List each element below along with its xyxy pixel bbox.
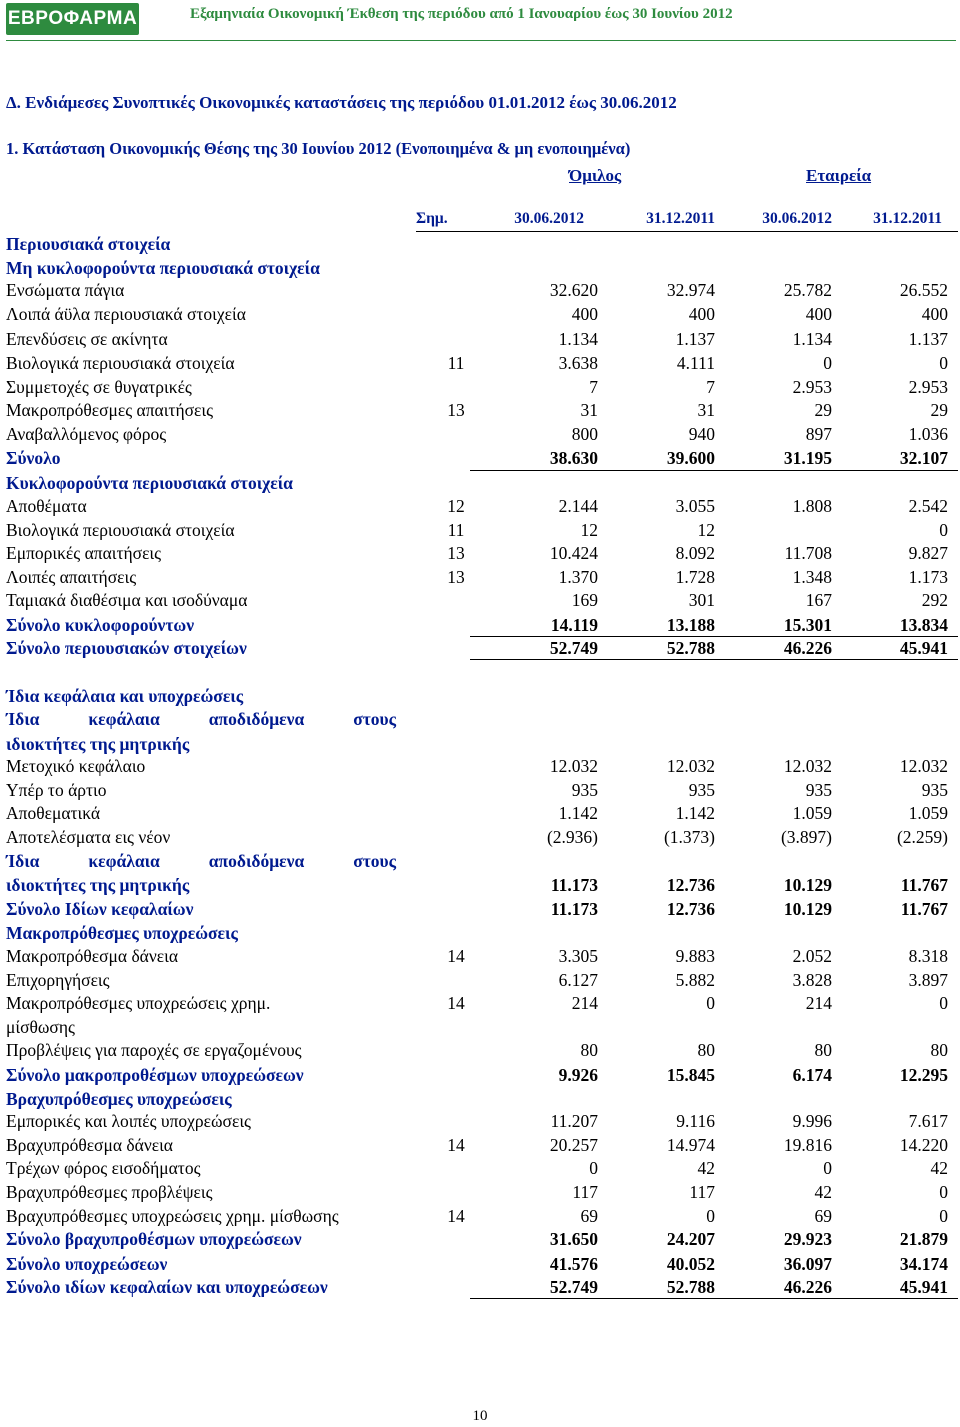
row-label: Αποτελέσματα εις νέον — [6, 827, 171, 847]
company-logo — [6, 3, 139, 35]
row-label: Μετοχικό κεφάλαιο — [6, 756, 146, 776]
column-header-group-2011: 31.12.2011 — [646, 210, 715, 227]
value-company-2011: 45.941 — [899, 1277, 948, 1297]
value-group-2012: 52.749 — [549, 638, 598, 658]
value-group-2012: 1.370 — [558, 567, 598, 587]
value-company-2012: 12.032 — [783, 756, 832, 776]
value-company-2012: 46.226 — [783, 1277, 832, 1297]
row-label: Περιουσιακά στοιχεία — [6, 234, 171, 254]
value-company-2011: 2.953 — [908, 377, 948, 397]
value-company-2012: 15.301 — [783, 615, 832, 635]
value-company-2011: 1.059 — [908, 803, 948, 823]
value-group-2012: 14.119 — [550, 615, 598, 635]
row-label: Σύνολο — [6, 448, 61, 468]
value-group-2012: 169 — [571, 590, 598, 610]
row-note-ref: 11 — [447, 520, 465, 540]
table-row — [0, 543, 960, 567]
value-company-2012: 10.129 — [783, 899, 832, 919]
table-row — [0, 1111, 960, 1135]
value-group-2011: 117 — [689, 1182, 715, 1202]
value-company-2011: 0 — [939, 1182, 948, 1202]
value-company-2012: 69 — [814, 1206, 832, 1226]
value-company-2012: 1.348 — [792, 567, 832, 587]
value-group-2011: 4.111 — [676, 353, 715, 373]
row-label: Μη κυκλοφορούντα περιουσιακά στοιχεία — [6, 258, 320, 278]
value-company-2011: 45.941 — [899, 638, 948, 658]
row-label: Εμπορικές και λοιπές υποχρεώσεις — [6, 1111, 251, 1131]
value-company-2012: 2.953 — [792, 377, 832, 397]
table-row — [0, 803, 960, 827]
total-rule — [470, 1298, 958, 1299]
row-label: Υπέρ το άρτιο — [6, 780, 107, 800]
row-label: Λοιπά άϋλα περιουσιακά στοιχεία — [6, 304, 246, 324]
value-company-2012: (3.897) — [780, 827, 832, 847]
value-group-2012: 12 — [580, 520, 598, 540]
table-row — [0, 280, 960, 304]
value-group-2011: 9.883 — [675, 946, 715, 966]
table-row — [0, 851, 960, 875]
table-total-row — [0, 899, 960, 923]
row-label: ιδιοκτήτες της μητρικής — [6, 734, 190, 754]
value-group-2011: 15.845 — [666, 1065, 715, 1085]
table-row — [0, 1182, 960, 1206]
row-label: Σύνολο κυκλοφορούντων — [6, 615, 195, 635]
table-row — [0, 946, 960, 970]
total-rule — [470, 659, 958, 660]
value-group-2012: 41.576 — [549, 1254, 598, 1274]
column-header-company-2012: 30.06.2012 — [762, 210, 832, 227]
column-header-company-2011: 31.12.2011 — [873, 210, 942, 227]
value-group-2012: 38.630 — [549, 448, 598, 468]
value-group-2011: 1.137 — [675, 329, 715, 349]
row-label: Σύνολο μακροπροθέσμων υποχρεώσεων — [6, 1065, 304, 1085]
value-group-2012: 3.638 — [558, 353, 598, 373]
row-label: Βραχυπρόθεσμα δάνεια — [6, 1135, 173, 1155]
row-note-ref: 11 — [447, 353, 465, 373]
value-group-2011: 1.142 — [675, 803, 715, 823]
value-company-2012: 31.195 — [783, 448, 832, 468]
value-group-2012: 400 — [571, 304, 598, 324]
row-label: Μακροπρόθεσμες απαιτήσεις — [6, 400, 214, 420]
value-group-2011: 12.032 — [666, 756, 715, 776]
value-group-2012: 1.142 — [558, 803, 598, 823]
value-group-2011: (1.373) — [663, 827, 715, 847]
value-company-2011: 0 — [939, 1206, 948, 1226]
row-label: Ταμιακά διαθέσιμα και ισοδύναμα — [6, 590, 248, 610]
value-group-2012: 52.749 — [549, 1277, 598, 1297]
value-group-2012: 2.144 — [558, 496, 598, 516]
value-company-2012: 9.996 — [792, 1111, 832, 1131]
value-company-2012: 1.134 — [792, 329, 832, 349]
value-company-2011: 14.220 — [899, 1135, 948, 1155]
value-company-2012: 2.052 — [792, 946, 832, 966]
row-label: ιδιοκτήτες της μητρικής — [6, 875, 190, 895]
value-company-2011: 1.137 — [908, 329, 948, 349]
row-note-ref: 14 — [447, 1135, 465, 1155]
row-label: Επενδύσεις σε ακίνητα — [6, 329, 168, 349]
value-group-2012: 117 — [572, 1182, 598, 1202]
value-group-2012: 11.173 — [550, 875, 598, 895]
value-company-2011: 8.318 — [908, 946, 948, 966]
row-note-ref: 13 — [447, 400, 465, 420]
row-label: Σύνολο βραχυπροθέσμων υποχρεώσεων — [6, 1229, 302, 1249]
row-label: Μακροπρόθεσμα δάνεια — [6, 946, 178, 966]
value-company-2012: 400 — [805, 304, 832, 324]
value-company-2012: 0 — [823, 1158, 832, 1178]
value-group-2012: 32.620 — [549, 280, 598, 300]
value-group-2012: 11.207 — [550, 1111, 598, 1131]
header-underline — [416, 231, 958, 232]
table-section-heading — [0, 258, 960, 282]
total-rule — [470, 470, 958, 471]
table-row — [0, 993, 960, 1017]
row-label: Ενσώματα πάγια — [6, 280, 125, 300]
row-note-ref: 13 — [447, 543, 465, 563]
table-section-heading — [0, 734, 960, 758]
row-label: Εμπορικές απαιτήσεις — [6, 543, 162, 563]
table-row — [0, 1040, 960, 1064]
value-company-2012: 36.097 — [783, 1254, 832, 1274]
value-group-2011: 8.092 — [675, 543, 715, 563]
value-group-2011: 301 — [688, 590, 715, 610]
value-company-2011: 292 — [921, 590, 948, 610]
value-group-2012: 0 — [589, 1158, 598, 1178]
row-label: Αναβαλλόμενος φόρος — [6, 424, 167, 444]
value-company-2011: 9.827 — [908, 543, 948, 563]
value-company-2012: 10.129 — [783, 875, 832, 895]
value-group-2012: 935 — [571, 780, 598, 800]
value-company-2011: 2.542 — [908, 496, 948, 516]
table-row — [0, 353, 960, 377]
value-group-2011: 31 — [697, 400, 715, 420]
table-row — [0, 1135, 960, 1159]
value-company-2012: 29.923 — [783, 1229, 832, 1249]
section-title: Δ. Ενδιάμεσες Συνοπτικές Οικονομικές καταστάσεις της περιόδου 01.01.2012 έως 30.06.2012 — [6, 93, 677, 112]
row-label: Αποθεματικά — [6, 803, 101, 823]
group-heading: Όμιλος — [569, 166, 622, 185]
table-row — [0, 329, 960, 353]
row-label: Ίδια κεφάλαια αποδιδόμενα στους — [6, 709, 396, 729]
value-company-2011: 12.032 — [899, 756, 948, 776]
row-label: Μακροπρόθεσμες υποχρεώσεις χρημ. — [6, 993, 271, 1013]
table-row — [0, 1206, 960, 1230]
table-row — [0, 496, 960, 520]
value-company-2011: 0 — [939, 353, 948, 373]
value-company-2011: 34.174 — [899, 1254, 948, 1274]
row-note-ref: 12 — [447, 496, 465, 516]
value-group-2011: 14.974 — [666, 1135, 715, 1155]
value-company-2012: 19.816 — [783, 1135, 832, 1155]
value-company-2011: 11.767 — [900, 899, 948, 919]
value-group-2012: 31 — [580, 400, 598, 420]
table-total-row — [0, 875, 960, 899]
value-group-2012: 20.257 — [549, 1135, 598, 1155]
value-company-2011: 12.295 — [899, 1065, 948, 1085]
table-row — [0, 1158, 960, 1182]
value-group-2011: 80 — [697, 1040, 715, 1060]
value-group-2011: 52.788 — [666, 638, 715, 658]
value-company-2011: 26.552 — [899, 280, 948, 300]
value-company-2011: 935 — [921, 780, 948, 800]
value-company-2012: 897 — [805, 424, 832, 444]
value-group-2011: 13.188 — [666, 615, 715, 635]
total-rule — [470, 636, 958, 637]
value-company-2012: 29 — [814, 400, 832, 420]
value-group-2011: 3.055 — [675, 496, 715, 516]
value-company-2012: 6.174 — [792, 1065, 832, 1085]
value-company-2012: 214 — [805, 993, 832, 1013]
report-header-title: Εξαμηνιαία Οικονομική Έκθεση της περιόδου από 1 Ιανουαρίου έως 30 Ιουνίου 2012 — [190, 6, 733, 22]
table-row — [0, 709, 960, 733]
value-group-2011: 39.600 — [666, 448, 715, 468]
value-group-2012: 7 — [589, 377, 598, 397]
value-company-2012: 1.808 — [792, 496, 832, 516]
value-company-2012: 935 — [805, 780, 832, 800]
value-group-2012: 10.424 — [549, 543, 598, 563]
row-note-ref: 13 — [447, 567, 465, 587]
page-number: 10 — [472, 1408, 488, 1424]
value-group-2012: 3.305 — [558, 946, 598, 966]
row-label: Κυκλοφορούντα περιουσιακά στοιχεία — [6, 473, 293, 493]
table-section-heading — [0, 234, 960, 258]
value-group-2012: 6.127 — [558, 970, 598, 990]
table-row — [0, 827, 960, 851]
value-group-2012: 31.650 — [549, 1229, 598, 1249]
row-label: Βραχυπρόθεσμες προβλέψεις — [6, 1182, 213, 1202]
value-group-2011: 32.974 — [666, 280, 715, 300]
row-label: Ίδια κεφάλαια και υποχρεώσεις — [6, 686, 244, 706]
value-company-2011: 21.879 — [899, 1229, 948, 1249]
table-section-heading — [0, 923, 960, 947]
subsection-title: 1. Κατάσταση Οικονομικής Θέσης της 30 Ιουνίου 2012 (Ενοποιημένα & μη ενοποιημένα) — [6, 139, 631, 158]
row-label: Αποθέματα — [6, 496, 87, 516]
value-company-2011: 400 — [921, 304, 948, 324]
row-label: Σύνολο Ιδίων κεφαλαίων — [6, 899, 194, 919]
value-company-2011: 1.173 — [908, 567, 948, 587]
row-note-ref: 14 — [447, 993, 465, 1013]
logo-text: ΕΒΡΟΦΑΡΜΑ — [7, 8, 138, 29]
row-label: Επιχορηγήσεις — [6, 970, 110, 990]
table-section-heading — [0, 473, 960, 497]
table-total-row — [0, 448, 960, 472]
value-group-2011: 40.052 — [666, 1254, 715, 1274]
value-group-2011: 12.736 — [666, 899, 715, 919]
row-label: Συμμετοχές σε θυγατρικές — [6, 377, 192, 397]
table-row — [0, 424, 960, 448]
value-group-2011: 42 — [697, 1158, 715, 1178]
value-group-2011: 0 — [706, 1206, 715, 1226]
row-label: Μακροπρόθεσμες υποχρεώσεις — [6, 923, 238, 943]
value-group-2011: 0 — [706, 993, 715, 1013]
value-company-2011: (2.259) — [896, 827, 948, 847]
value-group-2011: 935 — [688, 780, 715, 800]
table-total-row — [0, 1254, 960, 1278]
value-company-2011: 32.107 — [899, 448, 948, 468]
value-group-2012: 69 — [580, 1206, 598, 1226]
table-row — [0, 970, 960, 994]
value-company-2011: 13.834 — [899, 615, 948, 635]
column-header-group-2012: 30.06.2012 — [514, 210, 584, 227]
value-group-2012: 214 — [571, 993, 598, 1013]
value-company-2012: 11.708 — [784, 543, 832, 563]
value-company-2012: 42 — [814, 1182, 832, 1202]
table-row — [0, 520, 960, 544]
table-section-heading — [0, 1089, 960, 1113]
value-company-2011: 0 — [939, 520, 948, 540]
company-heading: Εταιρεία — [806, 166, 872, 185]
note-column-header: Σημ. — [416, 210, 448, 227]
row-label: Βιολογικά περιουσιακά στοιχεία — [6, 353, 235, 373]
value-company-2012: 46.226 — [783, 638, 832, 658]
table-row — [0, 304, 960, 328]
value-group-2011: 1.728 — [675, 567, 715, 587]
value-company-2012: 167 — [805, 590, 832, 610]
value-group-2012: 11.173 — [550, 899, 598, 919]
row-label: Σύνολο υποχρεώσεων — [6, 1254, 168, 1274]
value-group-2012: 80 — [580, 1040, 598, 1060]
value-company-2011: 0 — [939, 993, 948, 1013]
row-label: Βραχυπρόθεσμες υποχρεώσεις — [6, 1089, 232, 1109]
value-group-2011: 400 — [688, 304, 715, 324]
value-company-2011: 29 — [930, 400, 948, 420]
row-label: Λοιπές απαιτήσεις — [6, 567, 137, 587]
value-group-2011: 12 — [697, 520, 715, 540]
table-row — [0, 567, 960, 591]
row-label: Σύνολο περιουσιακών στοιχείων — [6, 638, 247, 658]
value-group-2011: 9.116 — [676, 1111, 715, 1131]
value-group-2011: 5.882 — [675, 970, 715, 990]
table-row — [0, 400, 960, 424]
table-total-row — [0, 1229, 960, 1253]
value-company-2011: 1.036 — [908, 424, 948, 444]
value-company-2012: 0 — [823, 353, 832, 373]
value-group-2012: 12.032 — [549, 756, 598, 776]
table-row — [0, 1017, 960, 1041]
value-group-2011: 940 — [688, 424, 715, 444]
value-group-2012: 800 — [571, 424, 598, 444]
value-company-2011: 42 — [930, 1158, 948, 1178]
row-label: Ίδια κεφάλαια αποδιδόμενα στους — [6, 851, 396, 871]
value-group-2011: 52.788 — [666, 1277, 715, 1297]
value-group-2012: (2.936) — [546, 827, 598, 847]
header-divider — [6, 40, 956, 41]
row-label: Τρέχων φόρος εισοδήματος — [6, 1158, 201, 1178]
value-company-2011: 7.617 — [908, 1111, 948, 1131]
value-company-2012: 25.782 — [783, 280, 832, 300]
value-group-2011: 24.207 — [666, 1229, 715, 1249]
value-group-2012: 9.926 — [558, 1065, 598, 1085]
row-label: μίσθωσης — [6, 1017, 75, 1037]
value-company-2012: 1.059 — [792, 803, 832, 823]
row-label: Βραχυπρόθεσμες υποχρεώσεις χρημ. μίσθωσης — [6, 1206, 339, 1226]
value-company-2011: 80 — [930, 1040, 948, 1060]
row-label: Προβλέψεις για παροχές σε εργαζομένους — [6, 1040, 302, 1060]
value-group-2011: 12.736 — [666, 875, 715, 895]
row-note-ref: 14 — [447, 1206, 465, 1226]
value-company-2012: 3.828 — [792, 970, 832, 990]
value-group-2012: 1.134 — [558, 329, 598, 349]
row-label: Σύνολο ιδίων κεφαλαίων και υποχρεώσεων — [6, 1277, 328, 1297]
row-label: Βιολογικά περιουσιακά στοιχεία — [6, 520, 235, 540]
table-row — [0, 377, 960, 401]
table-section-heading — [0, 686, 960, 710]
table-row — [0, 756, 960, 780]
table-total-row — [0, 1065, 960, 1089]
value-group-2011: 7 — [706, 377, 715, 397]
table-row — [0, 780, 960, 804]
table-row — [0, 590, 960, 614]
value-company-2011: 11.767 — [900, 875, 948, 895]
row-note-ref: 14 — [447, 946, 465, 966]
value-company-2012: 80 — [814, 1040, 832, 1060]
value-company-2011: 3.897 — [908, 970, 948, 990]
